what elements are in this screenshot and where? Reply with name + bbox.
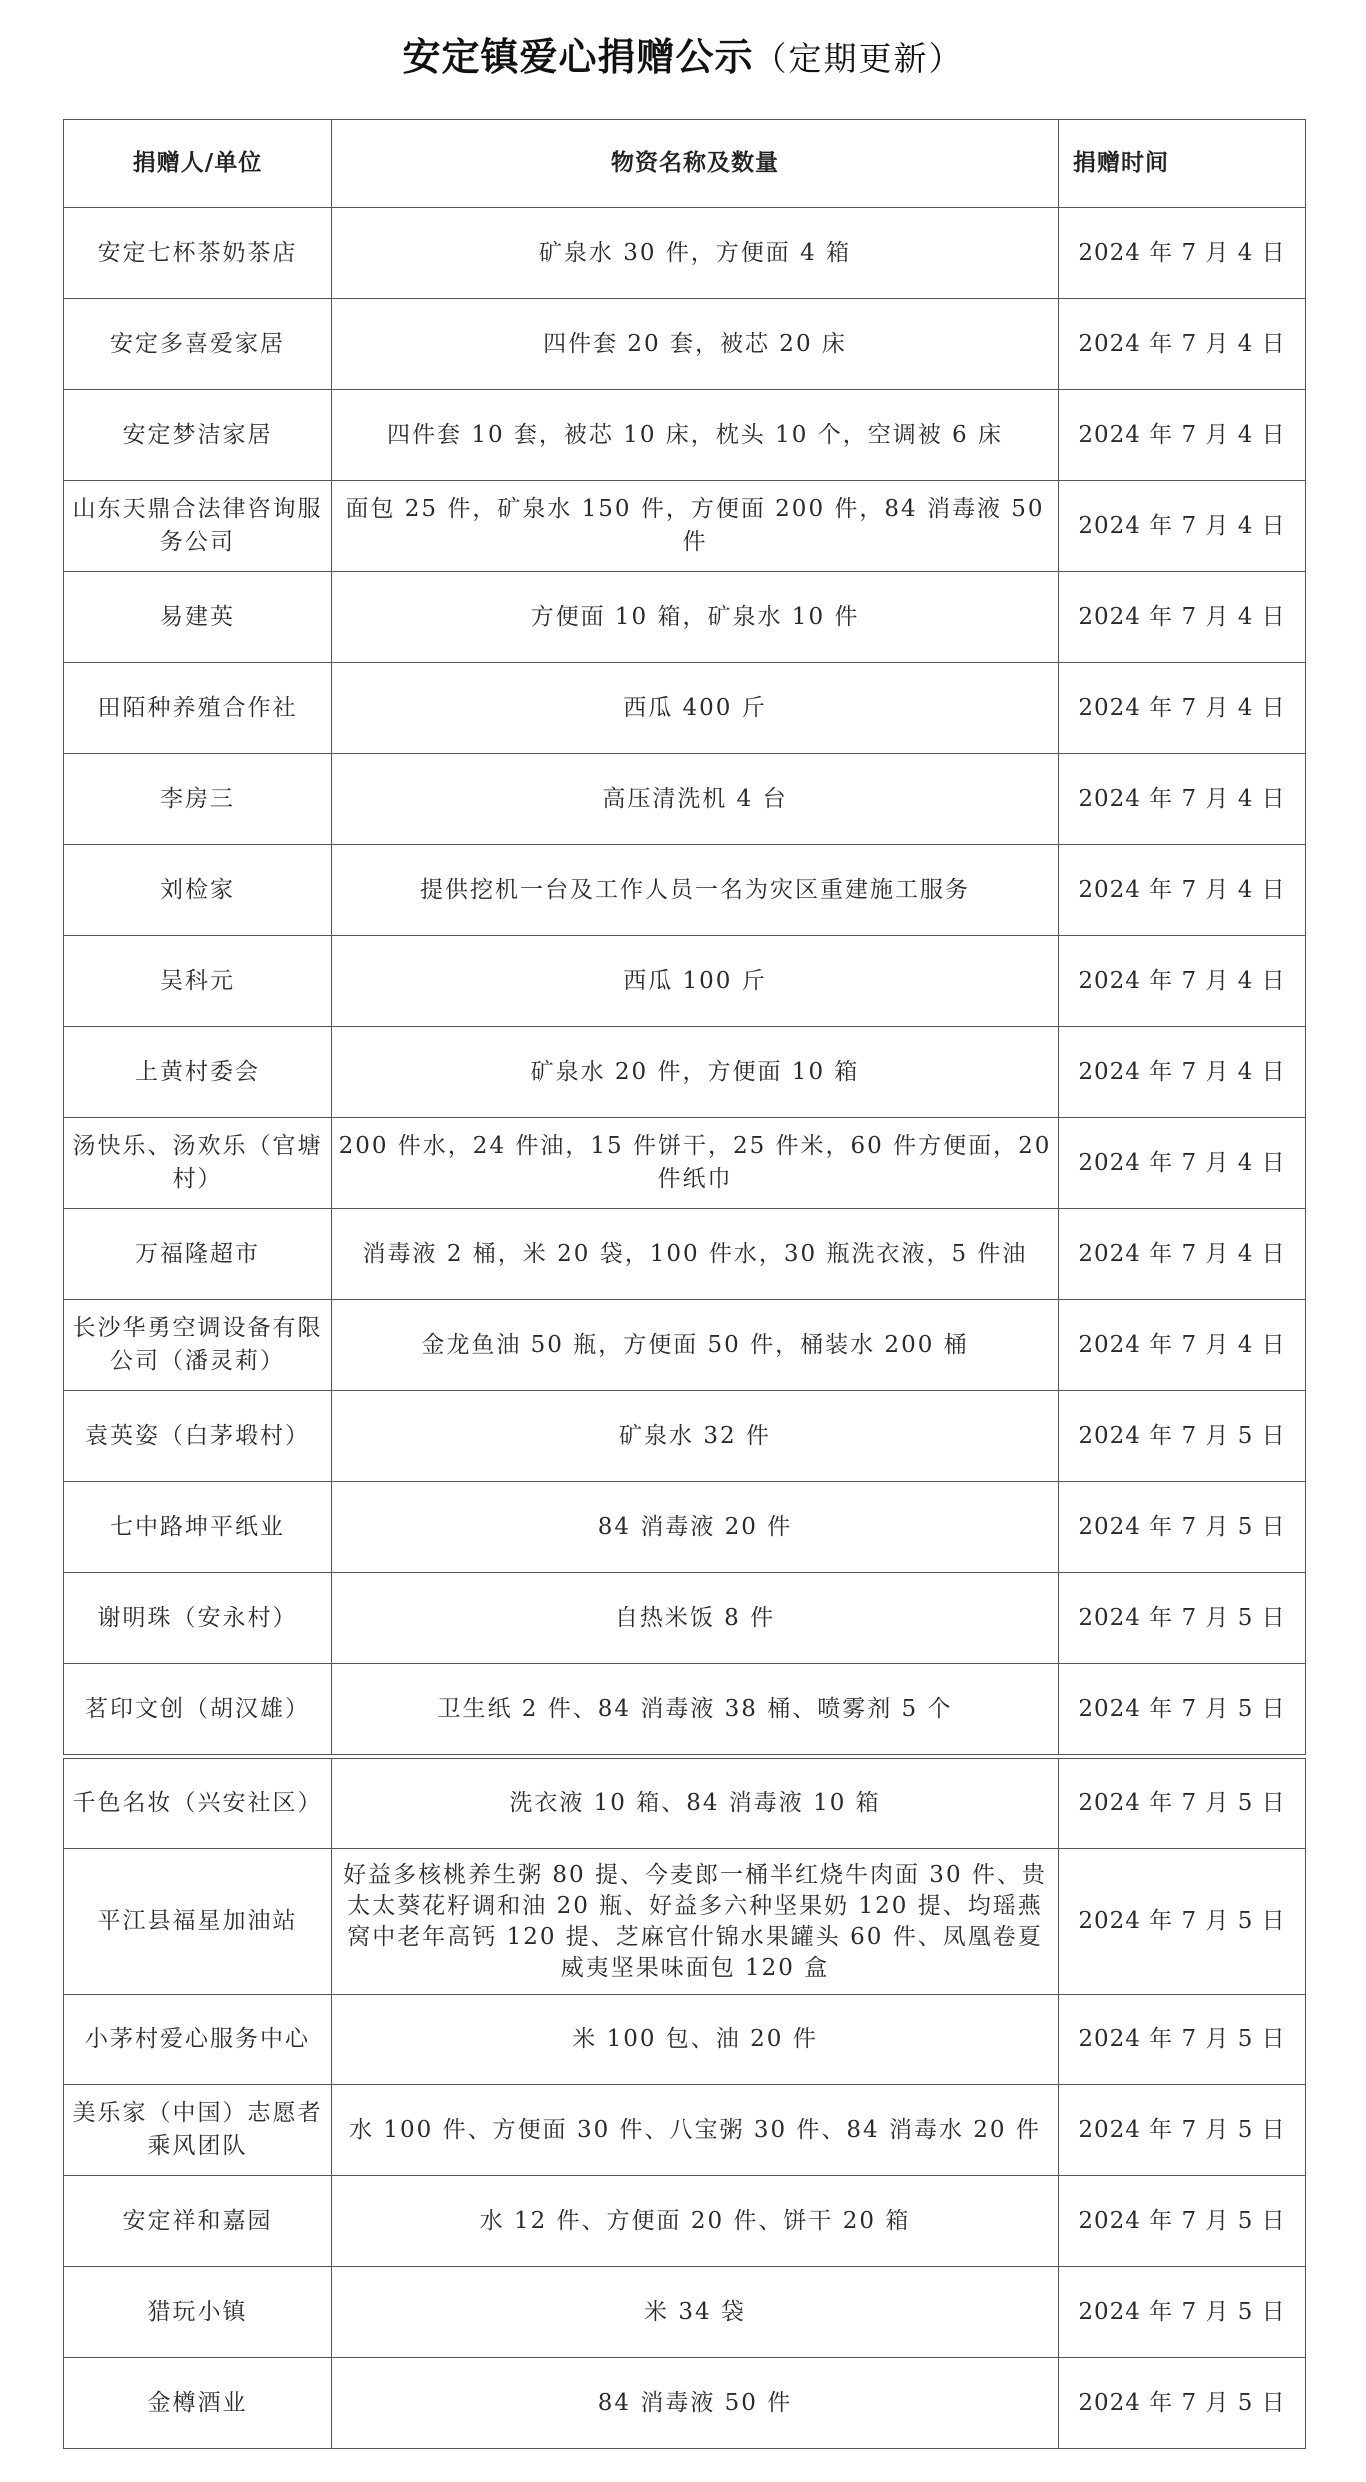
cell-donor: 田陌种养殖合作社 [64,663,332,754]
table-row [64,1664,1306,1755]
table-row [64,208,1306,299]
cell-items: 200 件水，24 件油，15 件饼干，25 件米，60 件方便面，20 件纸巾 [332,1118,1059,1209]
cell-donor: 安定祥和嘉园 [64,2176,332,2267]
table-row [64,1849,1306,1995]
cell-donor: 山东天鼎合法律咨询服务公司 [64,481,332,572]
table-row [64,1027,1306,1118]
header-date: 捐赠时间 [1059,120,1306,208]
cell-date: 2024 年 7 月 4 日 [1059,481,1306,572]
page-title-sub: （定期更新） [753,39,964,78]
cell-donor: 安定七杯茶奶茶店 [64,208,332,299]
cell-donor: 美乐家（中国）志愿者乘风团队 [64,2085,332,2176]
cell-donor: 刘检家 [64,845,332,936]
cell-date: 2024 年 7 月 5 日 [1059,1573,1306,1664]
cell-date: 2024 年 7 月 4 日 [1059,1027,1306,1118]
cell-items: 西瓜 100 斤 [332,936,1059,1027]
cell-date: 2024 年 7 月 4 日 [1059,572,1306,663]
donation-table [63,119,1306,1755]
cell-date: 2024 年 7 月 4 日 [1059,208,1306,299]
cell-items: 洗衣液 10 箱、84 消毒液 10 箱 [332,1759,1059,1849]
cell-donor: 千色名妆（兴安社区） [64,1759,332,1849]
cell-donor: 安定多喜爱家居 [64,299,332,390]
table-row [64,1300,1306,1391]
cell-items: 米 34 袋 [332,2267,1059,2358]
table-row [64,1573,1306,1664]
page-title [0,26,1366,81]
table-row [64,572,1306,663]
cell-date: 2024 年 7 月 5 日 [1059,1664,1306,1755]
cell-donor: 长沙华勇空调设备有限公司（潘灵莉） [64,1300,332,1391]
cell-date: 2024 年 7 月 4 日 [1059,936,1306,1027]
table-row [64,1482,1306,1573]
cell-date: 2024 年 7 月 5 日 [1059,2085,1306,2176]
table-row [64,936,1306,1027]
cell-items: 矿泉水 20 件，方便面 10 箱 [332,1027,1059,1118]
header-items: 物资名称及数量 [332,120,1059,208]
cell-items: 水 100 件、方便面 30 件、八宝粥 30 件、84 消毒水 20 件 [332,2085,1059,2176]
cell-donor: 猎玩小镇 [64,2267,332,2358]
cell-date: 2024 年 7 月 5 日 [1059,1759,1306,1849]
table-row [64,2176,1306,2267]
table-row [64,481,1306,572]
table-row [64,299,1306,390]
cell-date: 2024 年 7 月 5 日 [1059,2176,1306,2267]
table-row [64,2267,1306,2358]
cell-items: 四件套 10 套，被芯 10 床，枕头 10 个，空调被 6 床 [332,390,1059,481]
cell-date: 2024 年 7 月 4 日 [1059,663,1306,754]
cell-items: 方便面 10 箱，矿泉水 10 件 [332,572,1059,663]
cell-donor: 七中路坤平纸业 [64,1482,332,1573]
cell-date: 2024 年 7 月 4 日 [1059,299,1306,390]
cell-items: 水 12 件、方便面 20 件、饼干 20 箱 [332,2176,1059,2267]
cell-date: 2024 年 7 月 4 日 [1059,845,1306,936]
cell-donor: 上黄村委会 [64,1027,332,1118]
cell-donor: 小茅村爱心服务中心 [64,1995,332,2085]
cell-date: 2024 年 7 月 4 日 [1059,1118,1306,1209]
cell-donor: 平江县福星加油站 [64,1849,332,1995]
cell-donor: 汤快乐、汤欢乐（官塘村） [64,1118,332,1209]
cell-date: 2024 年 7 月 4 日 [1059,1209,1306,1300]
donation-table-continued [63,1758,1306,2449]
cell-date: 2024 年 7 月 5 日 [1059,1849,1306,1995]
table-row [64,1209,1306,1300]
cell-date: 2024 年 7 月 5 日 [1059,1391,1306,1482]
table-body-continued [64,1759,1306,2449]
cell-items: 面包 25 件，矿泉水 150 件，方便面 200 件，84 消毒液 50 件 [332,481,1059,572]
table-row [64,1759,1306,1849]
cell-items: 高压清洗机 4 台 [332,754,1059,845]
cell-date: 2024 年 7 月 4 日 [1059,390,1306,481]
cell-date: 2024 年 7 月 5 日 [1059,1995,1306,2085]
table-header-row [64,120,1306,208]
table-row [64,1995,1306,2085]
cell-donor: 金樽酒业 [64,2358,332,2449]
cell-donor: 袁英姿（白茅塅村） [64,1391,332,1482]
cell-donor: 易建英 [64,572,332,663]
cell-items: 西瓜 400 斤 [332,663,1059,754]
cell-date: 2024 年 7 月 4 日 [1059,1300,1306,1391]
cell-date: 2024 年 7 月 4 日 [1059,754,1306,845]
cell-donor: 茗印文创（胡汉雄） [64,1664,332,1755]
table-row [64,390,1306,481]
table-row [64,2085,1306,2176]
cell-items: 米 100 包、油 20 件 [332,1995,1059,2085]
table-row [64,754,1306,845]
cell-donor: 吴科元 [64,936,332,1027]
cell-items: 好益多核桃养生粥 80 提、今麦郎一桶半红烧牛肉面 30 件、贵太太葵花籽调和油 20 瓶、好益多六种坚果奶 120 提、均瑶燕窝中老年高钙 120 提、芝麻官什锦水果罐头 60 件、凤凰卷夏威夷坚果味面包 120 盒 [332,1849,1059,1995]
cell-donor: 安定梦洁家居 [64,390,332,481]
cell-donor: 万福隆超市 [64,1209,332,1300]
cell-items: 消毒液 2 桶，米 20 袋，100 件水，30 瓶洗衣液，5 件油 [332,1209,1059,1300]
header-donor: 捐赠人/单位 [64,120,332,208]
cell-items: 卫生纸 2 件、84 消毒液 38 桶、喷雾剂 5 个 [332,1664,1059,1755]
cell-items: 矿泉水 32 件 [332,1391,1059,1482]
cell-date: 2024 年 7 月 5 日 [1059,1482,1306,1573]
cell-date: 2024 年 7 月 5 日 [1059,2267,1306,2358]
page-title-main: 安定镇爱心捐赠公示 [402,35,754,79]
table-row [64,663,1306,754]
table-row [64,1391,1306,1482]
cell-items: 提供挖机一台及工作人员一名为灾区重建施工服务 [332,845,1059,936]
table-row [64,1118,1306,1209]
cell-items: 84 消毒液 20 件 [332,1482,1059,1573]
cell-items: 矿泉水 30 件，方便面 4 箱 [332,208,1059,299]
cell-items: 84 消毒液 50 件 [332,2358,1059,2449]
cell-items: 四件套 20 套，被芯 20 床 [332,299,1059,390]
table-row [64,845,1306,936]
cell-date: 2024 年 7 月 5 日 [1059,2358,1306,2449]
cell-items: 自热米饭 8 件 [332,1573,1059,1664]
table-row [64,2358,1306,2449]
cell-donor: 谢明珠（安永村） [64,1573,332,1664]
table-body [64,208,1306,1755]
cell-donor: 李房三 [64,754,332,845]
cell-items: 金龙鱼油 50 瓶，方便面 50 件，桶装水 200 桶 [332,1300,1059,1391]
